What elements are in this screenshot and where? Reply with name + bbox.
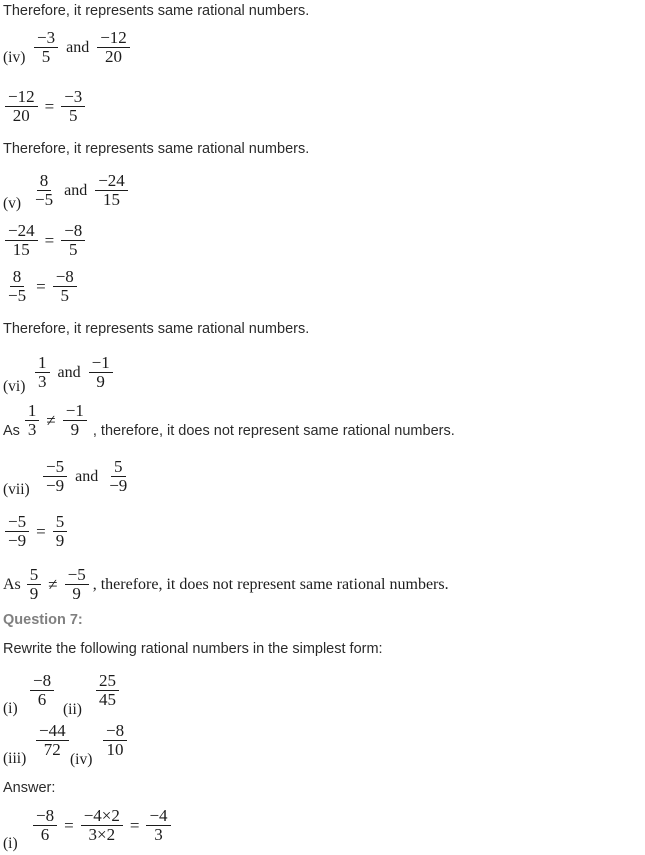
part-label-vi: (vi): [3, 378, 26, 395]
equals-operator: =: [64, 816, 74, 836]
part-vi-prompt: [33, 354, 115, 392]
as-word: As: [3, 575, 21, 593]
part-vii-conclusion: [3, 566, 449, 604]
conclusion-text-iii: Therefore, it represents same rational numbers.: [3, 3, 310, 19]
q7-item-label-ii: (ii): [63, 701, 82, 718]
part-v-work-line-1: [3, 222, 87, 260]
equals-operator: =: [44, 97, 55, 117]
equals-operator: =: [129, 816, 140, 836]
fraction: $\frac{-5}{-9}$: [5, 513, 29, 551]
question-7-heading: Question 7:: [3, 612, 83, 628]
part-vii-prompt: [41, 458, 132, 496]
as-word: As: [3, 423, 20, 440]
conclusion-text-iv: Therefore, it represents same rational numbers.: [3, 141, 310, 157]
fraction: $\frac{-8}{10}$: [103, 722, 127, 760]
conclusion-text-v: Therefore, it represents same rational numbers.: [3, 321, 310, 337]
fraction: $\frac{-3}{5}$: [61, 88, 85, 126]
fraction: $\frac{8}{-5}$: [8, 267, 27, 306]
equals-operator: =: [36, 522, 46, 542]
fraction: $\frac{5}{9}$: [27, 566, 42, 604]
fraction: $\frac{-24}{15}$: [5, 222, 38, 260]
fraction: $\frac{-1}{9}$: [89, 354, 113, 392]
fraction: $\frac{8}{-5}$: [35, 171, 54, 210]
fraction: $\frac{25}{45}$: [96, 672, 119, 710]
q7-item-ii: [94, 672, 121, 710]
fraction: $\frac{-8}{6}$: [33, 807, 57, 845]
answer-item-i: [31, 807, 173, 845]
and-word: and: [57, 363, 81, 381]
part-vii-work: [3, 513, 69, 551]
fraction: $\frac{1}{3}$: [25, 402, 40, 440]
fraction: $\frac{-3}{5}$: [34, 29, 58, 67]
part-vi-work: [3, 402, 455, 440]
part-iv-prompt: [32, 29, 132, 67]
part-label-v: (v): [3, 195, 22, 212]
conclusion-text-vi: , therefore, it does not represent same rational numbers.: [92, 423, 455, 440]
part-label-vii: (vii): [3, 481, 30, 498]
part-iv-work: [3, 88, 87, 126]
fraction: $\frac{-5}{-9}$: [43, 458, 67, 496]
equals-operator: =: [44, 231, 55, 251]
conclusion-text-vii: , therefore, it does not represent same rational numbers.: [92, 575, 449, 593]
fraction: $\frac{5}{9}$: [53, 513, 68, 551]
part-v-work-line-2: [3, 268, 79, 306]
answer-item-label-i: (i): [3, 835, 18, 852]
fraction: $\frac{-44}{72}$: [36, 722, 69, 760]
not-equals-operator: ≠: [48, 575, 58, 595]
part-v-prompt: [30, 172, 130, 210]
fraction: $\frac{-12}{20}$: [97, 29, 130, 67]
q7-item-label-i: (i): [3, 700, 18, 717]
q7-item-label-iv: (iv): [70, 751, 93, 768]
q7-item-label-iii: (iii): [3, 750, 27, 767]
fraction: $\frac{-8}{6}$: [30, 672, 54, 710]
fraction: $\frac{-1}{9}$: [63, 402, 87, 440]
fraction: $\frac{-24}{15}$: [95, 172, 128, 210]
fraction: $\frac{-4}{3}$: [146, 807, 170, 845]
not-equals-operator: ≠: [46, 411, 56, 431]
and-word: and: [64, 181, 88, 199]
fraction: $\frac{-12}{20}$: [5, 88, 38, 126]
fraction: $\frac{-5}{9}$: [65, 566, 89, 604]
fraction: $\frac{-8}{5}$: [61, 222, 85, 260]
and-word: and: [75, 467, 99, 485]
fraction: $\frac{1}{3}$: [35, 354, 50, 392]
and-word: and: [66, 38, 90, 56]
equals-operator: =: [36, 277, 46, 297]
q7-item-iii: [34, 722, 71, 760]
q7-item-i: [28, 672, 56, 710]
part-label-iv: (iv): [3, 49, 26, 66]
answer-label: Answer:: [3, 780, 56, 796]
fraction: $\frac{-8}{5}$: [53, 268, 77, 306]
fraction: $\frac{-4\times 2}{3\times 2}$: [81, 807, 123, 845]
question-7-prompt: Rewrite the following rational numbers in the simplest form:: [3, 641, 383, 657]
fraction: $\frac{5}{-9}$: [109, 457, 128, 496]
q7-item-iv: [101, 722, 129, 760]
